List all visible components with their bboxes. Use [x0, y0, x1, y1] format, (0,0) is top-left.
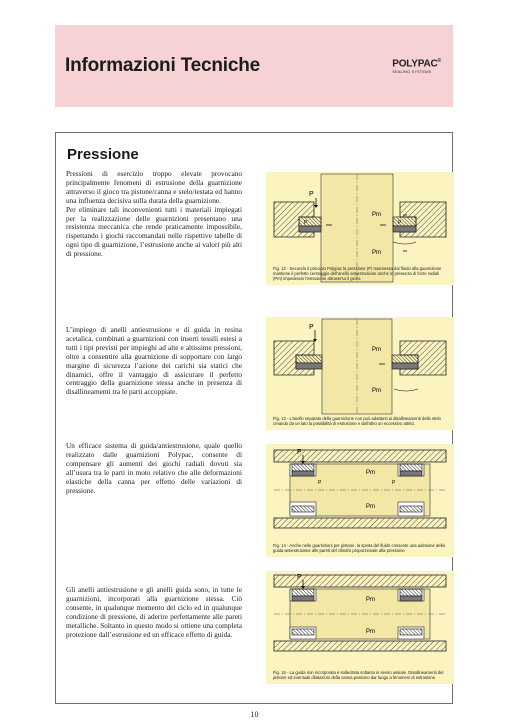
- label-pm-lower: Pm: [372, 250, 381, 256]
- polypac-logo: [392, 58, 441, 74]
- label-pm-upper: Pm: [372, 347, 381, 353]
- paragraph-block-1: [66, 170, 242, 259]
- paragraph: Un efficace sistema di guida/antiestrusione, quale quello realizzato dalle guarnizioni Polypac, consente di compensare gli aumenti dei giochi radiali dovuti sia all’usura tra le parti in moto relativo che alle deformazioni elastiche della canna per effetto delle variazioni di pressione.: [66, 441, 242, 495]
- figure-caption: Fig. 14 - Anche nelle guarnizioni per pistone, la spinta del fluido consente una adesione della guida-antiestrusione alle pareti del cilindro proporzionale alla pressione: [273, 543, 445, 553]
- paragraph-block-4: [66, 586, 242, 639]
- header-banner: [55, 25, 453, 107]
- section-title: Pressione: [67, 146, 139, 163]
- label-p-left: P: [318, 480, 322, 486]
- paragraph-block-3: [66, 442, 242, 495]
- seal-diagram-fig15: [266, 571, 454, 684]
- paragraph: Pressioni di esercizio troppo elevate provocano principalmente fenomeni di estrusione della guarnizione attraverso il gioco tra pistone/canna e stelo/testata ed hanno una influenza decisiva sulla durata della guarnizione.: [66, 169, 242, 205]
- figure-caption: Fig. 13 - L’anello separato della guarnizione non può adattarsi ai disallineamenti dello stelo creando da un lato la possibilità di estrusione e dall’altro un eccessivo attrito.: [273, 416, 441, 426]
- label-pm-upper: Pm: [366, 597, 375, 603]
- label-p-left: P: [304, 220, 308, 226]
- paragraph: Per eliminare tali inconvenienti tutti i materiali impiegati per la realizzazione delle guarnizioni presentano una resistenza meccanica che rende praticamente impossibile, rispettando i giochi raccomandati nelle rispettive tabelle di ogni tipo di guarnizione, l’estrusione anche ai valori più alti di pressione.: [66, 204, 242, 259]
- figure-13: [266, 317, 454, 430]
- figure-14: [266, 444, 454, 557]
- label-pm-lower: Pm: [366, 504, 375, 510]
- label-pm-upper: Pm: [366, 470, 375, 476]
- logo-mark: ®: [437, 58, 441, 64]
- label-p-right: P: [392, 480, 396, 486]
- seal-diagram-fig13: [266, 317, 454, 430]
- label-pm-lower: Pm: [366, 629, 375, 635]
- figure-15: [266, 571, 454, 684]
- content-panel: [55, 132, 453, 704]
- page-number: 10: [250, 710, 259, 719]
- paragraph: L’impiego di anelli antiestrusione e di guida in resina acetalica, combinati a guarnizioni con inserti tessili estesi a tutti i tipi previsti per impieghi ad alte e altissime pressioni, oltre a consentire alla guarnizione di sopportare con largo margine di sicurezza l’azione dei carichi sia statici che dinamici, offre il vantaggio di assicurare il perfetto centraggio della guarnizione stessa anche in presenza di disallineamenti tra le parti accoppiate.: [66, 325, 242, 397]
- label-p: P: [297, 449, 302, 456]
- paragraph-block-2: [66, 326, 242, 397]
- label-pm-upper: Pm: [372, 212, 381, 218]
- figure-12: [266, 172, 454, 285]
- header-title: Informazioni Tecniche: [65, 55, 260, 76]
- paragraph: Gli anelli antiestrusione e gli anelli guida sono, in tutte le guarnizioni, incorporati alla guarnizione stessa. Ciò consente, in qualunque momento del ciclo ed in qualunque condizione di pressione, di aderire perfettamente alle pareti metalliche. Soltanto in questo modo si ottiene una completa protezione dall’estrusione ed un efficace effetto di guida.: [66, 585, 242, 639]
- logo-tagline: SEALING SYSTEMS: [392, 69, 432, 75]
- logo-name: POLYPAC: [392, 58, 438, 70]
- figure-caption: Fig. 15 - La guida non incorporata è sollecitata soltanto in senso assiale. Disallineamenti del pistone ed eventuali dilatazioni della canna possono dar luogo a fenomeni di estrusione.: [273, 670, 444, 680]
- figure-caption: Fig. 12 - Secondo il principio Polypac la pressione (P) trasmessa dal fluido alla guarnizione mantiene il perfetto centraggio dell’anello antiestrusione anche in presenza di forze radiali (Pm) impedendo l’estrusione attraverso il gioco.: [273, 266, 442, 281]
- label-pm-lower: Pm: [372, 388, 381, 394]
- label-p: P: [309, 191, 314, 198]
- seal-diagram-fig14: [266, 444, 454, 557]
- label-p: P: [309, 324, 314, 331]
- label-p: P: [297, 574, 302, 581]
- label-p-right: P: [398, 220, 402, 226]
